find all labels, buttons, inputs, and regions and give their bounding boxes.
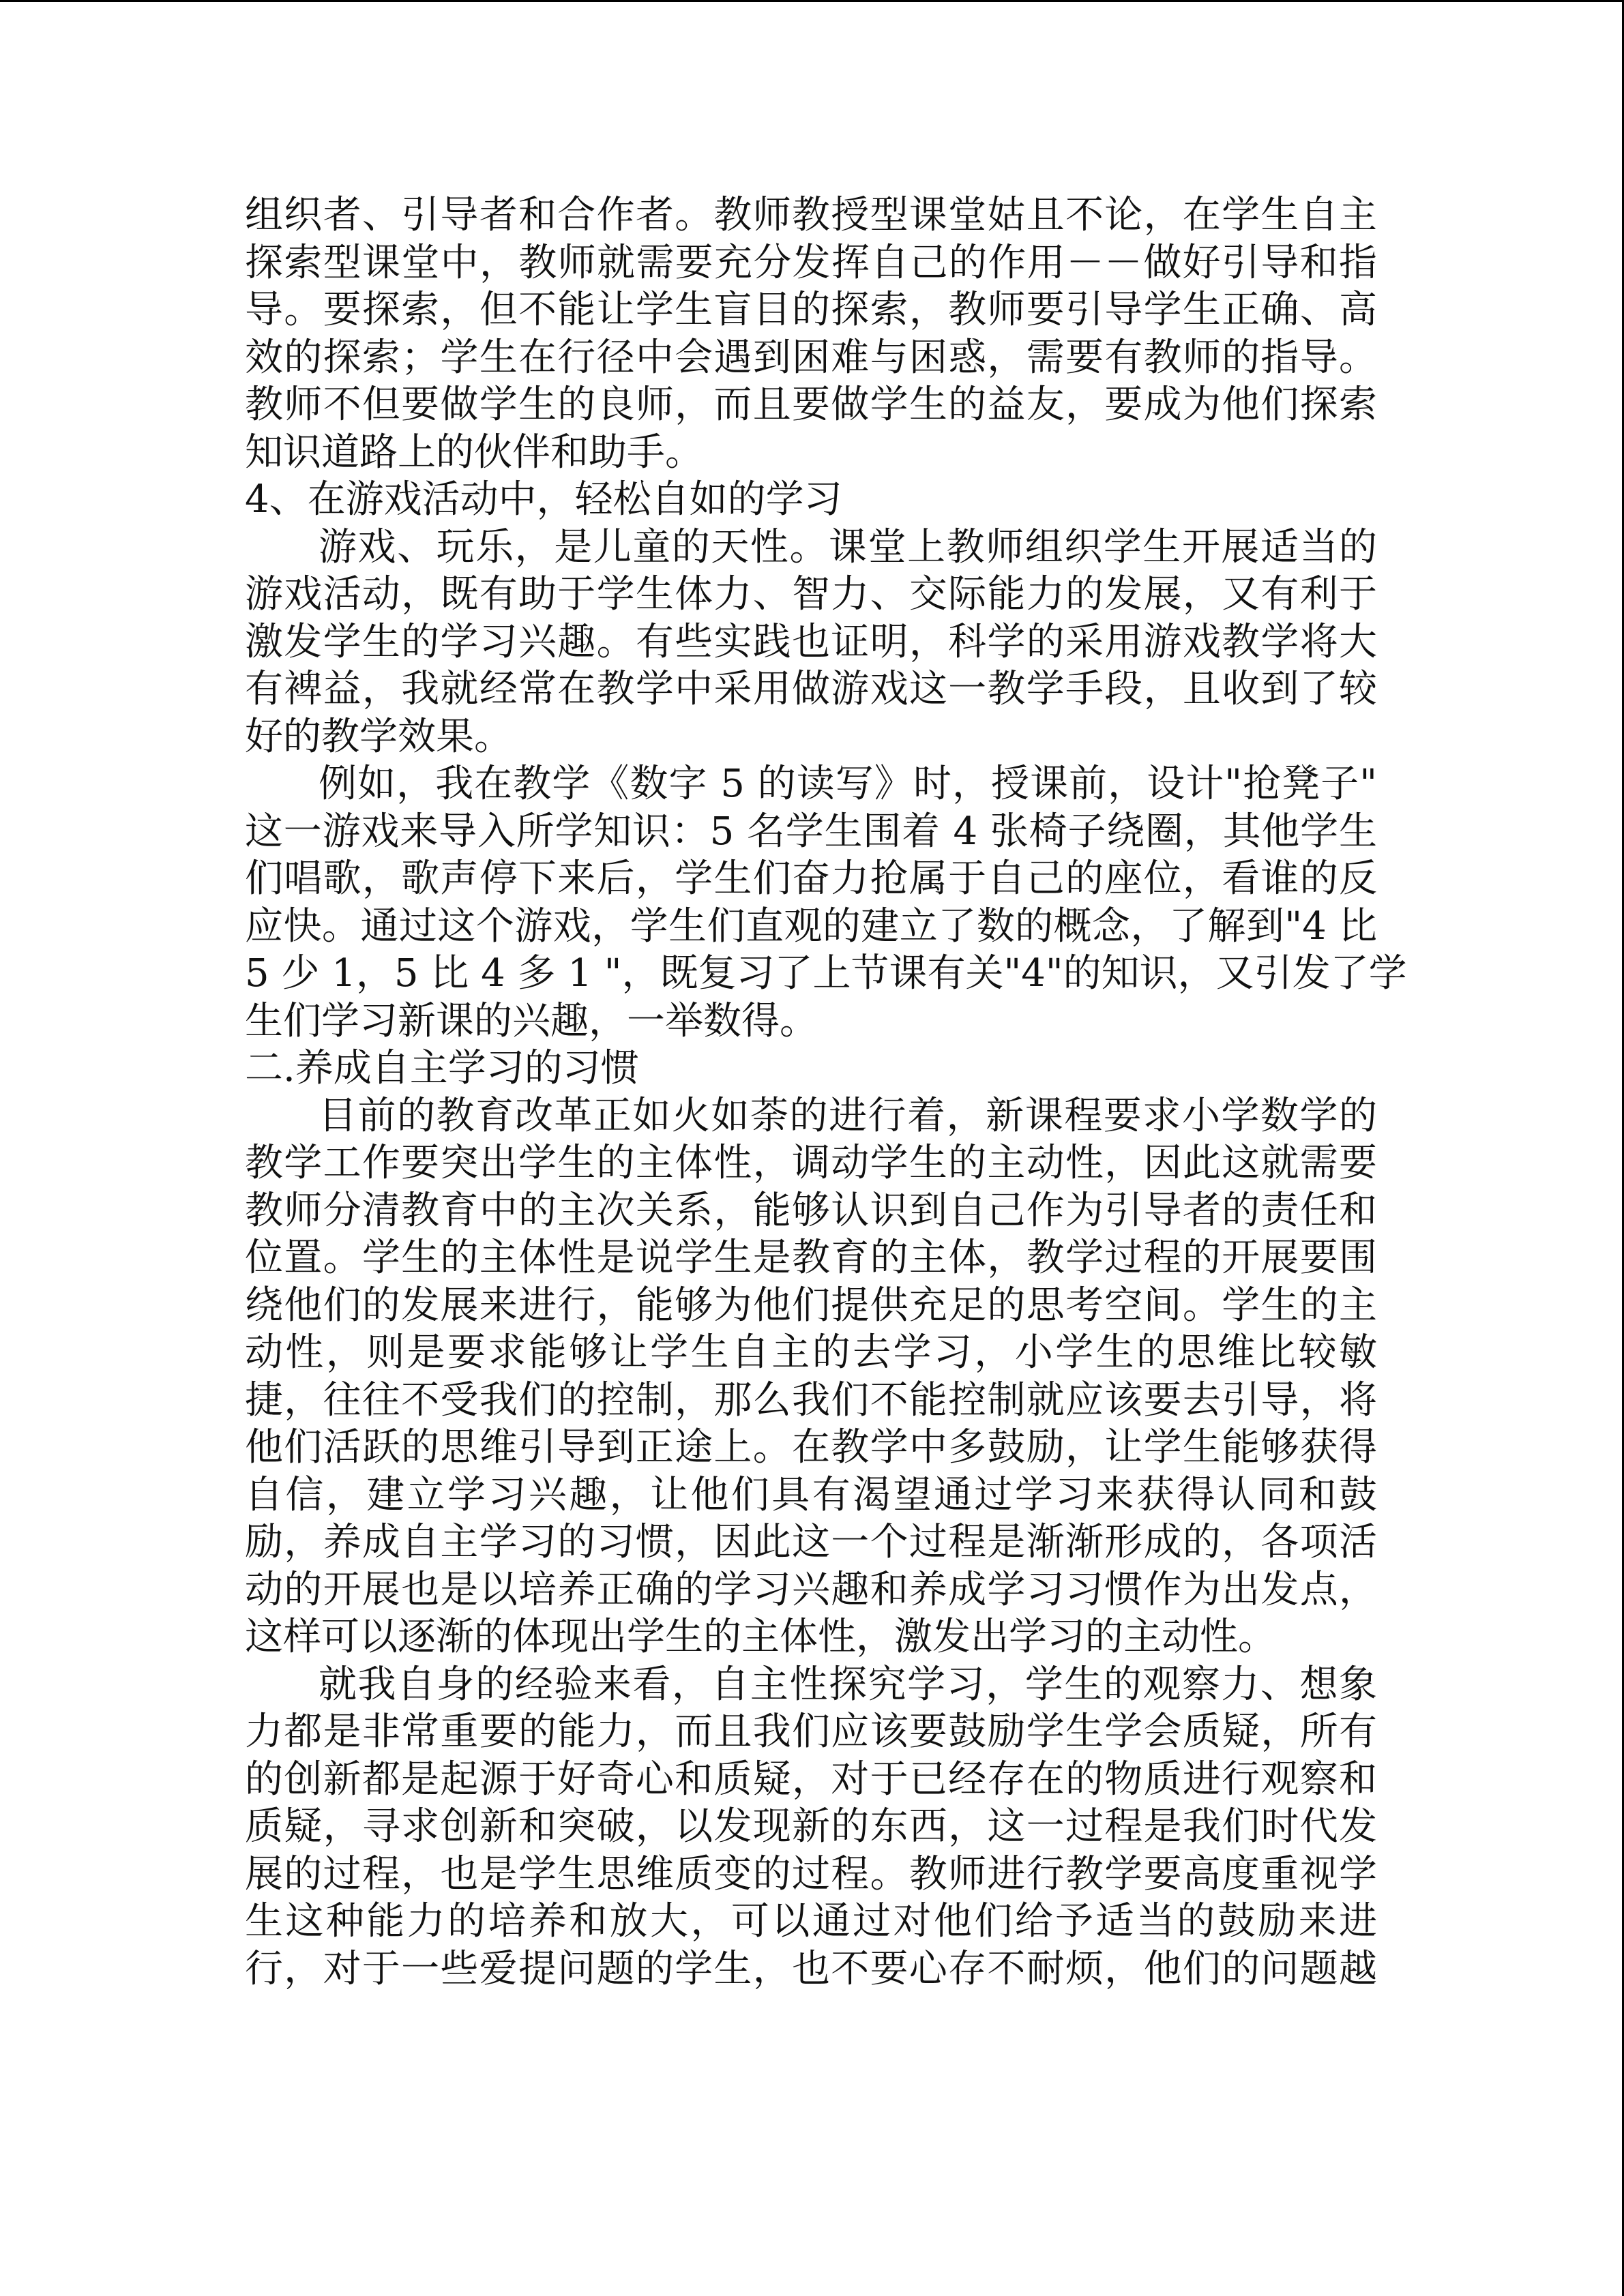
text-line: 激发学生的学习兴趣。有些实践也证明，科学的采用游戏教学将大 [245, 619, 1377, 664]
text-line: 捷，往往不受我们的控制，那么我们不能控制就应该要去引导，将 [245, 1377, 1377, 1422]
text-line: 这样可以逐渐的体现出学生的主体性，激发出学习的主动性。 [245, 1615, 1276, 1659]
text-line: 应快。通过这个游戏，学生们直观的建立了数的概念，了解到"4 比 [245, 904, 1377, 949]
text-line: 教师分清教育中的主次关系，能够认识到自己作为引导者的责任和 [245, 1188, 1377, 1233]
text-line: 绕他们的发展来进行，能够为他们提供充足的思考空间。学生的主 [245, 1283, 1377, 1328]
text-line: 二.养成自主学习的习惯 [245, 1046, 639, 1090]
text-line: 游戏活动，既有助于学生体力、智力、交际能力的发展，又有利于 [245, 572, 1377, 616]
text-line: 好的教学效果。 [245, 714, 512, 759]
text-line: 他们活跃的思维引导到正途上。在教学中多鼓励，让学生能够获得 [245, 1425, 1377, 1470]
text-line: 探索型课堂中，教师就需要充分发挥自己的作用－－做好引导和指 [245, 240, 1377, 285]
text-line: 动的开展也是以培养正确的学习兴趣和养成学习习惯作为出发点， [245, 1567, 1377, 1612]
text-line: 有裨益，我就经常在教学中采用做游戏这一教学手段，且收到了较 [245, 667, 1377, 711]
text-line: 知识道路上的伙伴和助手。 [245, 430, 703, 475]
text-line: 力都是非常重要的能力，而且我们应该要鼓励学生学会质疑，所有 [245, 1710, 1377, 1754]
text-line: 们唱歌，歌声停下来后，学生们奋力抢属于自己的座位，看谁的反 [245, 856, 1377, 901]
text-line: 4、在游戏活动中，轻松自如的学习 [245, 477, 842, 522]
text-line: 导。要探索，但不能让学生盲目的探索，教师要引导学生正确、高 [245, 288, 1377, 332]
text-line: 自信，建立学习兴趣，让他们具有渴望通过学习来获得认同和鼓 [245, 1472, 1377, 1517]
text-line: 位置。学生的主体性是说学生是教育的主体，教学过程的开展要围 [245, 1236, 1377, 1280]
text-line: 动性，则是要求能够让学生自主的去学习，小学生的思维比较敏 [245, 1330, 1377, 1375]
text-line: 的创新都是起源于好奇心和质疑，对于已经存在的物质进行观察和 [245, 1757, 1377, 1802]
text-line: 组织者、引导者和合作者。教师教授型课堂姑且不论，在学生自主 [245, 193, 1377, 237]
text-line: 游戏、玩乐，是儿童的天性。课堂上教师组织学生开展适当的 [319, 524, 1377, 569]
text-line: 目前的教育改革正如火如荼的进行着，新课程要求小学数学的 [319, 1093, 1377, 1138]
text-line: 励，养成自主学习的习惯，因此这一个过程是渐渐形成的，各项活 [245, 1520, 1377, 1564]
text-line: 生这种能力的培养和放大，可以通过对他们给予适当的鼓励来进 [245, 1899, 1377, 1943]
document-body [245, 192, 1407, 1993]
text-line: 展的过程，也是学生思维质变的过程。教师进行教学要高度重视学 [245, 1851, 1377, 1896]
text-line: 效的探索；学生在行径中会遇到困难与困惑，需要有教师的指导。 [245, 335, 1377, 380]
text-line: 例如，我在教学《数字 5 的读写》时，授课前，设计"抢凳子" [319, 762, 1377, 806]
text-line: 行，对于一些爱提问题的学生，也不要心存不耐烦，他们的问题越 [245, 1946, 1377, 1991]
text-line: 这一游戏来导入所学知识：5 名学生围着 4 张椅子绕圈，其他学生 [245, 809, 1377, 854]
text-line: 5 少 1，5 比 4 多 1 "，既复习了上节课有关"4"的知识，又引发了学 [245, 951, 1407, 996]
text-line: 教师不但要做学生的良师，而且要做学生的益友，要成为他们探索 [245, 383, 1377, 427]
text-line: 就我自身的经验来看，自主性探究学习，学生的观察力、想象 [319, 1662, 1377, 1707]
text-line: 生们学习新课的兴趣，一举数得。 [245, 998, 818, 1043]
text-line: 质疑，寻求创新和突破，以发现新的东西，这一过程是我们时代发 [245, 1804, 1377, 1849]
text-line: 教学工作要突出学生的主体性，调动学生的主动性，因此这就需要 [245, 1141, 1377, 1185]
